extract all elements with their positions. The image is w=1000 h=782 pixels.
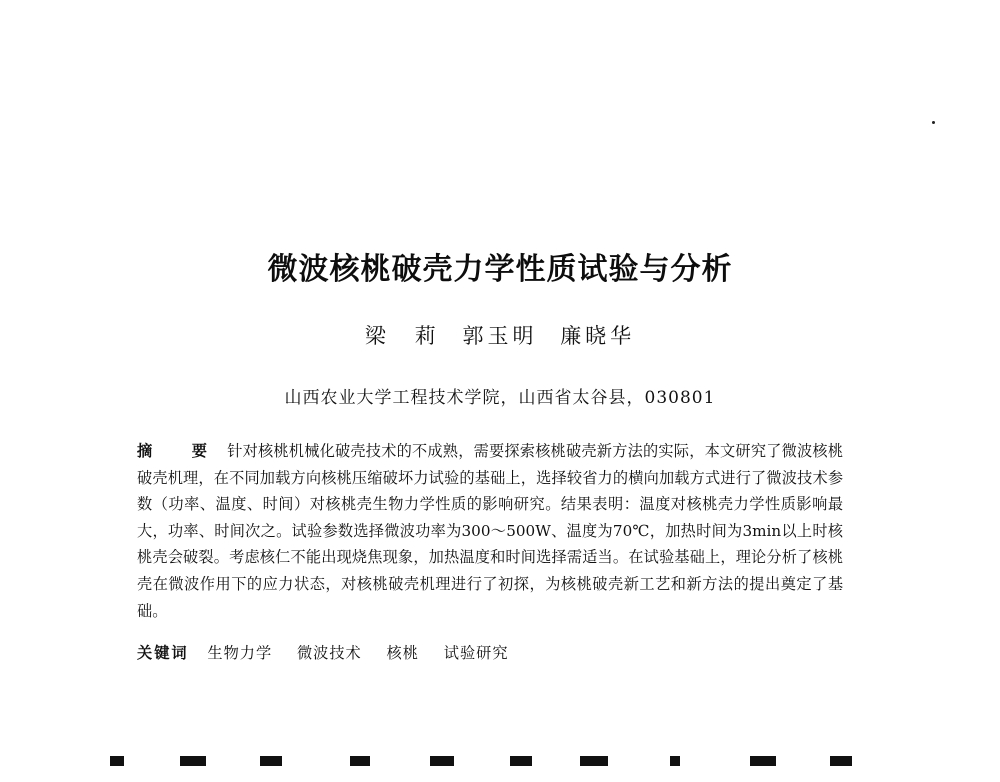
author-name: 郭玉明	[462, 324, 538, 348]
keywords-block	[137, 640, 843, 666]
cutoff-glyph	[260, 756, 282, 766]
author-affiliation: 山西农业大学工程技术学院，山西省太谷县，030801	[284, 388, 716, 408]
keyword: 试验研究	[443, 644, 509, 662]
author-list	[0, 320, 1000, 350]
keyword: 生物力学	[207, 644, 273, 662]
keyword: 核桃	[386, 644, 419, 662]
keyword: 微波技术	[296, 644, 362, 662]
cutoff-glyph	[830, 756, 852, 766]
author-name: 梁 莉	[364, 324, 440, 348]
cutoff-glyph	[750, 756, 776, 766]
scan-speck	[932, 121, 935, 124]
paper-title: 微波核桃破壳力学性质试验与分析	[267, 252, 733, 287]
cutoff-glyph	[350, 756, 370, 766]
cutoff-text-line	[110, 742, 890, 782]
cutoff-glyph	[580, 756, 608, 766]
cutoff-glyph	[180, 756, 206, 766]
cutoff-glyph	[430, 756, 454, 766]
abstract-label: 摘 要	[137, 442, 220, 460]
abstract-block	[137, 438, 843, 624]
keywords-label: 关键词	[137, 644, 189, 662]
author-name: 廉晓华	[560, 324, 636, 348]
cutoff-glyph	[110, 756, 124, 766]
abstract-text: 针对核桃机械化破壳技术的不成熟，需要探索核桃破壳新方法的实际，本文研究了微波核桃破壳机理，在不同加载方向核桃压缩破坏力试验的基础上，选择较省力的横向加载方式进行了微波技术参数（功率、温度、时间）对核桃壳生物力学性质的影响研究。结果表明：温度对核桃壳力学性质影响最大，功率、时间次之。试验参数选择微波功率为300～500W、温度为70℃，加热时间为3min以上时核桃壳会破裂。考虑核仁不能出现烧焦现象，加热温度和时间选择需适当。在试验基础上，理论分析了核桃壳在微波作用下的应力状态，对核桃破壳机理进行了初探，为核桃破壳新工艺和新方法的提出奠定了基础。	[137, 442, 844, 620]
cutoff-glyph	[510, 756, 532, 766]
cutoff-glyph	[670, 756, 680, 766]
